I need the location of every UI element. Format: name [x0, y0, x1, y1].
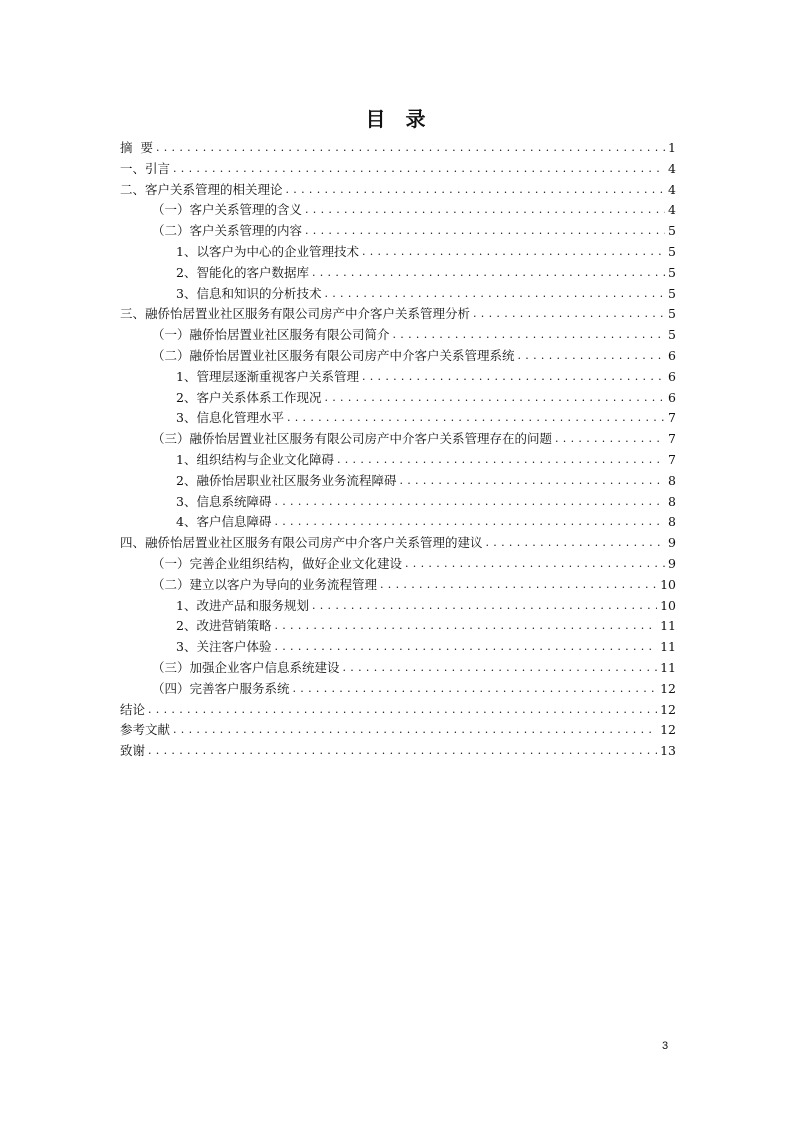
toc-entry-page: 9 [668, 555, 676, 571]
toc-entry-title: 3、信息化管理水平 [176, 410, 284, 426]
toc-dot-leader [343, 658, 658, 679]
toc-entry-title: 1、以客户为中心的企业管理技术 [176, 243, 359, 259]
toc-list [120, 138, 676, 762]
toc-entry-page: 7 [668, 451, 676, 467]
toc-entry-page: 6 [668, 389, 676, 405]
toc-dot-leader [148, 741, 657, 762]
toc-dot-leader [274, 512, 665, 533]
toc-entry[interactable] [120, 304, 676, 325]
toc-entry[interactable] [120, 637, 676, 658]
toc-entry[interactable] [120, 596, 676, 617]
toc-entry-page: 9 [668, 535, 676, 551]
toc-dot-leader [173, 720, 657, 741]
toc-dot-leader [173, 159, 665, 180]
toc-entry-page: 7 [668, 410, 676, 426]
toc-entry[interactable] [120, 471, 676, 492]
toc-entry-title: 致谢 [120, 743, 146, 759]
toc-dot-leader [156, 138, 665, 159]
toc-entry[interactable] [120, 575, 676, 596]
toc-entry[interactable] [120, 554, 676, 575]
toc-dot-leader [305, 221, 665, 242]
toc-entry-title: 2、改进营销策略 [176, 618, 272, 634]
toc-entry-page: 5 [668, 306, 676, 322]
toc-entry-page: 5 [668, 223, 676, 239]
toc-entry-title: 3、关注客户体验 [176, 639, 272, 655]
toc-entry[interactable] [120, 221, 676, 242]
toc-entry-title: 1、组织结构与企业文化障碍 [176, 451, 334, 467]
toc-entry-page: 1 [668, 140, 676, 155]
toc-entry-page: 5 [668, 243, 676, 259]
toc-entry-title: （三）融侨怡居置业社区服务有限公司房产中介客户关系管理存在的问题 [152, 431, 553, 447]
toc-entry[interactable] [120, 388, 676, 409]
toc-entry[interactable] [120, 700, 676, 721]
toc-entry[interactable] [120, 492, 676, 513]
toc-entry-page: 8 [668, 514, 676, 530]
toc-entry-page: 5 [668, 327, 676, 343]
toc-dot-leader [286, 180, 665, 201]
toc-entry-title: 3、信息系统障碍 [176, 493, 272, 509]
toc-entry-page: 12 [660, 722, 676, 738]
toc-entry-page: 10 [660, 576, 676, 592]
toc-dot-leader [274, 616, 657, 637]
toc-entry-page: 12 [660, 701, 676, 717]
toc-entry-title: 二、客户关系管理的相关理论 [120, 181, 283, 197]
toc-entry-title: （二）客户关系管理的内容 [152, 223, 303, 239]
toc-dot-leader [274, 637, 657, 658]
toc-entry-page: 5 [668, 285, 676, 301]
toc-entry-title: （一）完善企业组织结构，做好企业文化建设 [152, 555, 403, 571]
toc-entry-title: 2、融侨怡居职业社区服务业务流程障碍 [176, 472, 397, 488]
toc-entry[interactable] [120, 679, 676, 700]
toc-dot-leader [362, 242, 665, 263]
toc-entry[interactable] [120, 408, 676, 429]
toc-entry-title: 三、融侨怡居置业社区服务有限公司房产中介客户关系管理分析 [120, 306, 471, 322]
toc-dot-leader [312, 263, 665, 284]
toc-entry-title: 4、客户信息障碍 [176, 514, 272, 530]
toc-entry-page: 6 [668, 368, 676, 384]
toc-entry[interactable] [120, 325, 676, 346]
toc-dot-leader [287, 408, 665, 429]
toc-entry[interactable] [120, 720, 676, 741]
toc-entry-title: （三）加强企业客户信息系统建设 [152, 659, 340, 675]
toc-entry-title: 1、改进产品和服务规划 [176, 597, 309, 613]
toc-entry-page: 13 [660, 743, 676, 759]
toc-entry[interactable] [120, 512, 676, 533]
toc-dot-leader [293, 679, 658, 700]
toc-entry[interactable] [120, 284, 676, 305]
toc-entry[interactable] [120, 533, 676, 554]
toc-dot-leader [305, 200, 665, 221]
toc-entry[interactable] [120, 242, 676, 263]
toc-entry-title: （一）客户关系管理的含义 [152, 202, 303, 218]
toc-dot-leader [337, 450, 665, 471]
toc-entry-page: 12 [660, 680, 676, 696]
page-number: 3 [662, 1040, 669, 1052]
toc-dot-leader [486, 533, 665, 554]
toc-dot-leader [473, 304, 665, 325]
toc-dot-leader [274, 492, 665, 513]
toc-entry-title: 四、融侨怡居置业社区服务有限公司房产中介客户关系管理的建议 [120, 535, 483, 551]
toc-dot-leader [362, 367, 665, 388]
toc-entry[interactable] [120, 367, 676, 388]
toc-dot-leader [555, 429, 665, 450]
toc-entry[interactable] [120, 159, 676, 180]
toc-entry-title: （一）融侨怡居置业社区服务有限公司简介 [152, 327, 390, 343]
toc-entry-title: 1、管理层逐渐重视客户关系管理 [176, 368, 359, 384]
toc-entry[interactable] [120, 741, 676, 762]
toc-entry[interactable] [120, 658, 676, 679]
toc-entry-title: 结论 [120, 701, 146, 717]
toc-entry-title: （二）建立以客户为导向的业务流程管理 [152, 576, 378, 592]
toc-entry-title: 摘 要 [120, 140, 153, 155]
toc-entry-title: 参考文献 [120, 722, 171, 738]
toc-entry[interactable] [120, 263, 676, 284]
toc-dot-leader [312, 596, 657, 617]
toc-entry-page: 4 [668, 160, 676, 176]
toc-dot-leader [518, 346, 665, 367]
toc-dot-leader [380, 575, 657, 596]
toc-entry[interactable] [120, 200, 676, 221]
toc-entry-page: 6 [668, 347, 676, 363]
toc-entry[interactable] [120, 616, 676, 637]
toc-entry-page: 4 [668, 202, 676, 218]
toc-entry-title: 2、智能化的客户数据库 [176, 264, 309, 280]
toc-entry-title: 2、客户关系体系工作现况 [176, 389, 322, 405]
toc-entry-title: 一、引言 [120, 160, 171, 176]
toc-entry[interactable] [120, 429, 676, 450]
toc-dot-leader [393, 325, 665, 346]
toc-entry-page: 8 [668, 472, 676, 488]
toc-entry-page: 11 [660, 659, 676, 675]
toc-entry[interactable] [120, 180, 676, 201]
toc-dot-leader [399, 471, 665, 492]
toc-entry-page: 4 [668, 181, 676, 197]
toc-entry-page: 7 [668, 431, 676, 447]
toc-dot-leader [324, 388, 665, 409]
toc-entry-page: 10 [660, 597, 676, 613]
toc-entry-title: （四）完善客户服务系统 [152, 680, 290, 696]
toc-entry[interactable] [120, 138, 676, 159]
toc-entry-title: 3、信息和知识的分析技术 [176, 285, 322, 301]
toc-entry[interactable] [120, 346, 676, 367]
toc-entry-title: （二）融侨怡居置业社区服务有限公司房产中介客户关系管理系统 [152, 347, 515, 363]
toc-entry-page: 8 [668, 493, 676, 509]
toc-entry-page: 11 [660, 639, 676, 655]
toc-dot-leader [405, 554, 665, 575]
toc-dot-leader [324, 284, 665, 305]
toc-title: 目 录 [365, 107, 428, 131]
toc-entry-page: 5 [668, 264, 676, 280]
toc-entry[interactable] [120, 450, 676, 471]
toc-dot-leader [148, 700, 657, 721]
toc-entry-page: 11 [660, 618, 676, 634]
